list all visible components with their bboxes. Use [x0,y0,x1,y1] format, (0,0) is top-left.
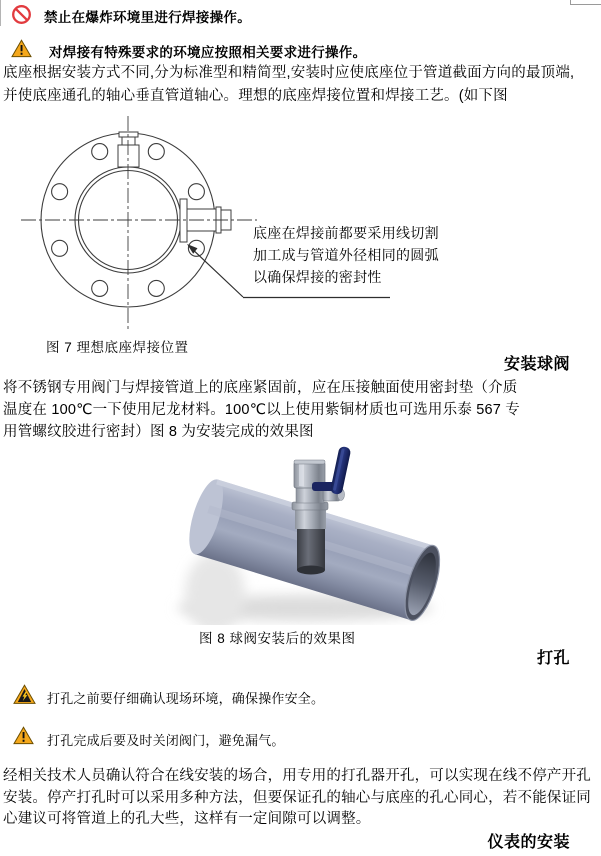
callout-line: 加工成与管道外径相同的圆弧 [253,247,439,263]
notice-no-welding: 禁止在爆炸环境里进行焊接操作。 [44,10,251,25]
paragraph-line: 心建议可将管道上的孔大些，这样有一定间隙可以调整。 [3,811,371,827]
notice-special-env: 对焊接有特殊要求的环境应按照相关要求进行操作。 [49,45,367,60]
electric-warning-icon [13,684,36,705]
drilling-warning-2: 打孔完成后要及时关闭阀门，避免漏气。 [47,733,285,748]
paragraph-line: 底座根据安装方式不同,分为标准型和精简型,安装时应使底座位于管道截面方向的最顶端, [3,65,575,81]
callout-line: 以确保焊接的密封性 [253,269,382,285]
warning-triangle-icon [11,39,32,58]
paragraph-line: 安装。停产打孔时可以采用多种方法，但要保证孔的轴心与底座的孔心同心，若不能保证同 [3,789,591,806]
heading-instrument-install: 仪表的安装 [487,834,570,851]
page-boundary-mark-left [0,0,1,26]
paragraph-line: 并使底座通孔的轴心垂直管道轴心。理想的底座焊接位置和焊接工艺。(如下图 [3,88,508,104]
warning-triangle-icon [13,726,34,745]
figure7-caption: 图 7 理想底座焊接位置 [46,340,189,355]
ball-valve-paragraph [3,377,599,443]
no-entry-icon [11,4,32,25]
valve-base [297,528,325,575]
drilling-warning-1: 打孔之前要仔细确认现场环境，确保操作安全。 [47,691,325,706]
figure7-callout [253,222,439,288]
paragraph-line: 温度在 100℃一下使用尼龙材料。100℃以上使用紫铜材质也可选用乐泰 567 专 [3,402,520,418]
heading-install-ball-valve: 安装球阀 [503,356,570,373]
page-boundary-mark-right [570,0,601,5]
callout-line: 底座在焊接前都要采用线切割 [253,225,439,241]
drilling-paragraph [3,766,599,831]
intro-paragraph [3,62,599,108]
paragraph-line: 用管螺纹胶进行密封）图 8 为安装完成的效果图 [3,424,314,440]
heading-drilling: 打孔 [536,650,570,667]
ball-valve-photo [160,443,460,625]
paragraph-line: 经相关技术人员确认符合在线安装的场合，用专用的打孔器开孔，可以实现在线不停产开孔 [3,768,591,784]
paragraph-line: 将不锈钢专用阀门与焊接管道上的底座紧固前，应在压接触面使用密封垫（介质 [3,380,518,396]
figure8-caption: 图 8 球阀安装后的效果图 [199,631,356,646]
